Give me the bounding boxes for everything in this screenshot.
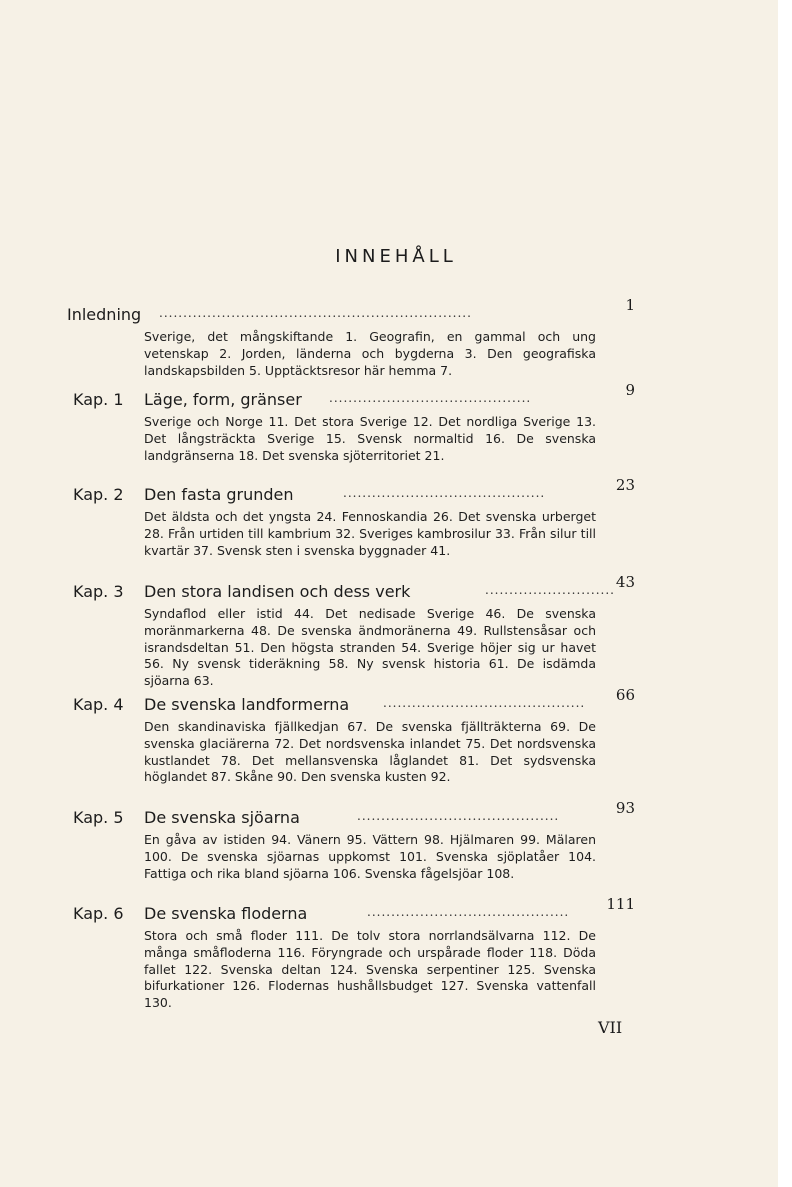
toc-entry-title: De svenska floderna	[144, 904, 308, 923]
toc-chapter-number: Kap. 1	[73, 390, 124, 409]
toc-entry-title: Inledning	[67, 305, 142, 324]
toc-entry-chapter-2	[67, 476, 635, 559]
toc-entry-title: Läge, form, gränser	[144, 390, 302, 409]
dot-leader: .................................................................	[159, 306, 472, 320]
toc-entry-chapter-1	[67, 381, 635, 464]
toc-chapter-number: Kap. 6	[73, 904, 124, 923]
page-edge	[778, 0, 792, 1187]
page-folio: VII	[598, 1018, 623, 1037]
toc-entry-title-row	[67, 476, 635, 507]
toc-entry-description: Sverige och Norge 11. Det stora Sverige 12. Det nordliga Sverige 13. Det långsträckta Sverige 15. Svensk normaltid 16. De svenska landgränserna 18. Det svenska sjöterritoriet 21.	[144, 414, 596, 463]
toc-entry-description: Det äldsta och det yngsta 24. Fennoskandia 26. Det svenska urberget 28. Från urtiden till kambrium 32. Sveriges kambrosilur 33. Från silur till kvartär 37. Svensk sten i svenska byggnader 41.	[144, 509, 596, 558]
toc-chapter-number: Kap. 4	[73, 695, 124, 714]
toc-entry-title: Den fasta grunden	[144, 485, 294, 504]
toc-entry-title-row	[67, 686, 635, 717]
toc-entry-page: 43	[615, 573, 635, 591]
toc-entry-title: De svenska sjöarna	[144, 808, 300, 827]
toc-entry-chapter-3	[67, 573, 635, 690]
toc-chapter-number: Kap. 3	[73, 582, 124, 601]
toc-entry-description: Syndaflod eller istid 44. Det nedisade Sverige 46. De svenska moränmarkerna 48. De svenska ändmoränerna 49. Rullstensåsar och israndsdeltan 51. Den högsta stranden 54. Sverige höjer sig ur havet 56. Ny svensk tideräkning 58. Ny svensk historia 61. De isdämda sjöarna 63.	[144, 606, 596, 689]
toc-chapter-number: Kap. 5	[73, 808, 124, 827]
toc-entry-page: 66	[615, 686, 635, 704]
toc-entry-chapter-5	[67, 799, 635, 882]
toc-entry-description: Den skandinaviska fjällkedjan 67. De svenska fjällträkterna 69. De svenska glaciärerna 72. Det nordsvenska inlandet 75. Det nordsvenska kustlandet 78. Det mellansvenska låglandet 81. Det sydsvenska höglandet 87. Skåne 90. Den svenska kusten 92.	[144, 719, 596, 785]
toc-entry-page: 93	[615, 799, 635, 817]
dot-leader: ...........................	[485, 583, 615, 597]
page-heading: INNEHÅLL	[335, 246, 457, 267]
toc-entry-title-row	[67, 895, 635, 926]
toc-chapter-number: Kap. 2	[73, 485, 124, 504]
toc-entry-page: 111	[606, 895, 635, 913]
toc-entry-page: 23	[615, 476, 635, 494]
dot-leader: ..........................................	[343, 486, 546, 500]
toc-entry-chapter-4	[67, 686, 635, 786]
toc-entry-title: De svenska landformerna	[144, 695, 350, 714]
toc-entry-page: 1	[625, 296, 635, 314]
dot-leader: ..........................................	[357, 809, 560, 823]
toc-entry-title: Den stora landisen och dess verk	[144, 582, 411, 601]
toc-entry-title-row	[67, 296, 635, 327]
toc-entry-introduction	[67, 296, 635, 379]
toc-entry-page: 9	[625, 381, 635, 399]
dot-leader: ..........................................	[367, 905, 570, 919]
toc-entry-description: En gåva av istiden 94. Vänern 95. Vättern 98. Hjälmaren 99. Mälaren 100. De svenska sjöarnas uppkomst 101. Svenska sjöplatåer 104. Fattiga och rika bland sjöarna 106. Svenska fågelsjöar 108.	[144, 832, 596, 881]
toc-entry-title-row	[67, 799, 635, 830]
toc-entry-description: Sverige, det mångskiftande 1. Geografin, en gammal och ung vetenskap 2. Jorden, länderna och bygderna 3. Den geografiska landskapsbilden 5. Upptäcktsresor här hemma 7.	[144, 329, 596, 378]
toc-entry-title-row	[67, 381, 635, 412]
toc-entry-description: Stora och små floder 111. De tolv stora norrlandsälvarna 112. De många småfloderna 116. Föryngrade och urspårade floder 118. Döda fallet 122. Svenska deltan 124. Svenska serpentiner 125. Svenska bifurkationer 126. Flodernas hushållsbudget 127. Svenska vattenfall 130.	[144, 928, 596, 1011]
dot-leader: ..........................................	[383, 696, 586, 710]
toc-entry-title-row	[67, 573, 635, 604]
toc-entry-chapter-6	[67, 895, 635, 1012]
dot-leader: ..........................................	[329, 391, 532, 405]
